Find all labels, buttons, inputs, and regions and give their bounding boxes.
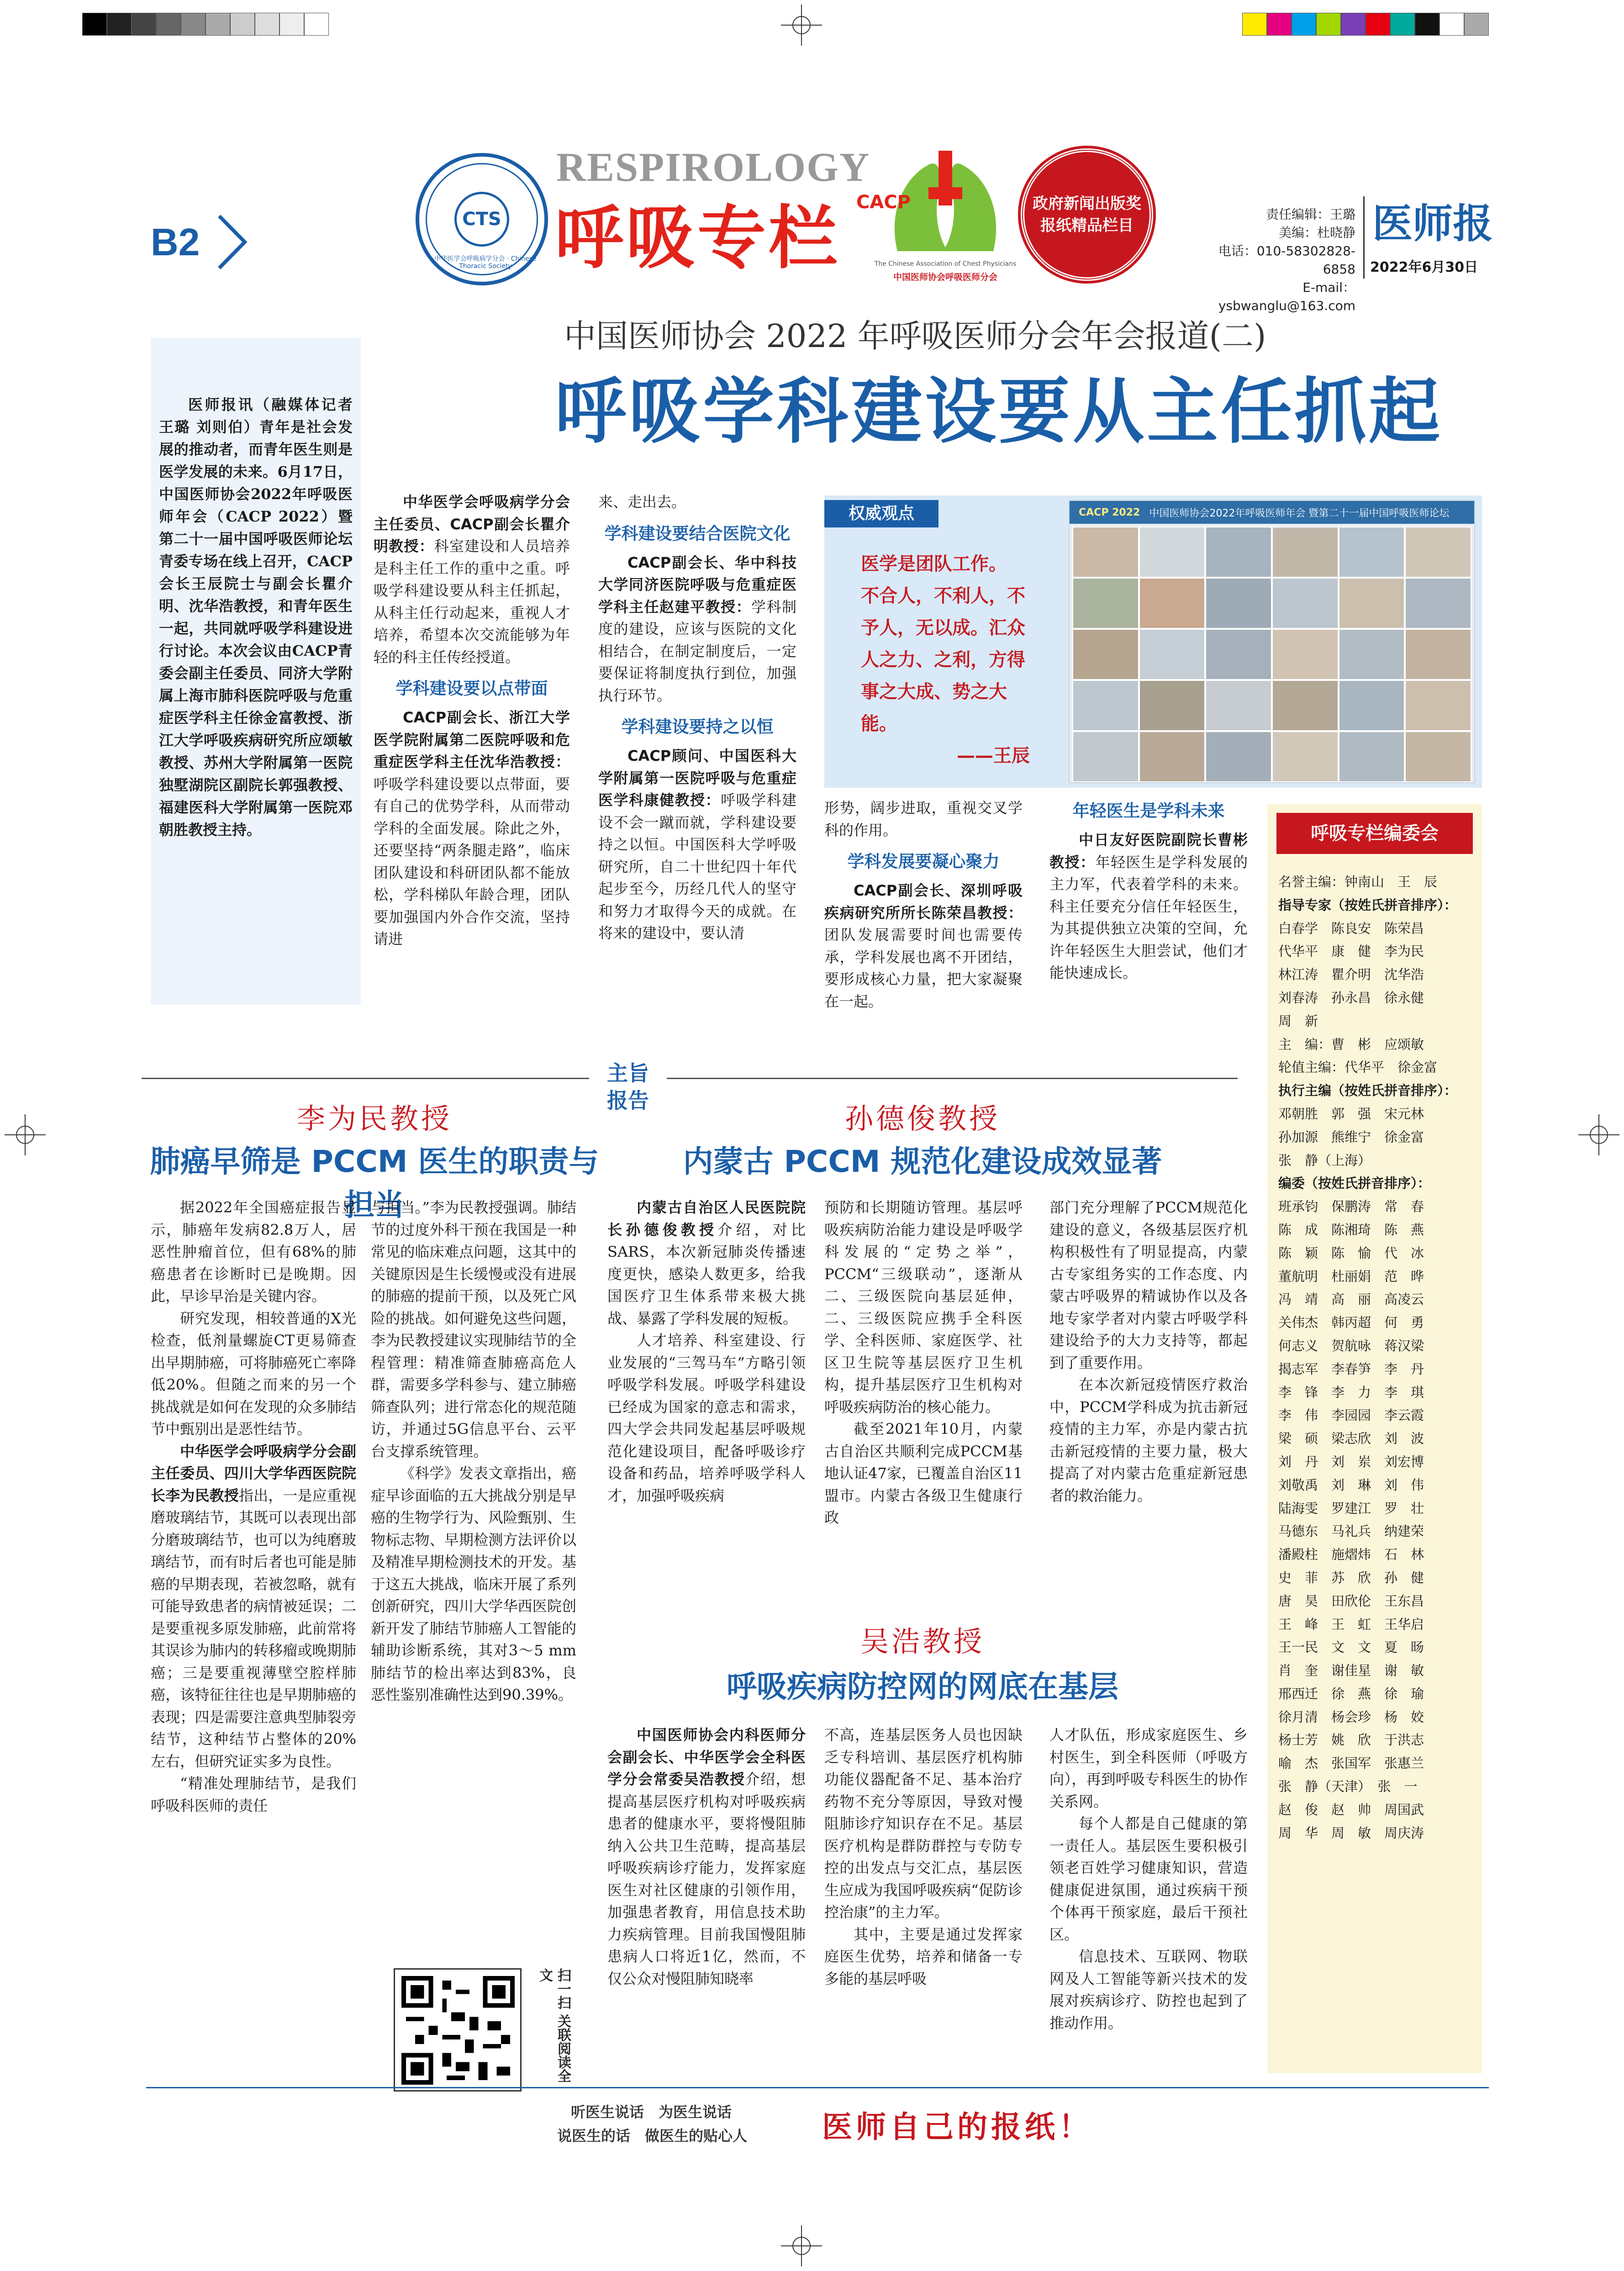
participant-tile <box>1139 629 1206 680</box>
participant-tile <box>1339 731 1405 782</box>
speaker-name: CACP顾问、中国医科大学附属第一医院呼吸与危重症医学科康健教授： <box>598 747 796 809</box>
grayscale-swatches <box>82 13 329 36</box>
article-paragraph: 人才队伍，形成家庭医生、乡村医生，到全科医师（呼吸方向），再到呼吸专科医生的协作关系网。 <box>1049 1726 1248 1810</box>
speaker-name: 中华医学会呼吸病学分会主任委员、CACP副会长瞿介明教授： <box>374 493 570 555</box>
qr-code-icon[interactable] <box>394 1968 522 2092</box>
footer-rule <box>146 2087 1489 2088</box>
video-conference-photo <box>1069 500 1475 783</box>
board-line: 轮值主编：代华平 徐金富 <box>1278 1059 1438 1075</box>
crop-mark <box>781 5 822 46</box>
board-line: 梁 硕 梁志欣 刘 波 <box>1278 1431 1424 1447</box>
participant-tile <box>1405 578 1471 629</box>
speaker-name: 中日友好医院副院长曹彬教授： <box>1049 831 1248 871</box>
article-paragraph: 不高，连基层医务人员也因缺乏专科培训、基层医疗机构肺功能仪器配备不足、基本治疗药物不充分等原因，导致对慢阻肺诊疗知识存在不足。基层医疗机构是群防群控与专防专控的出发点与交汇点，基层医生应成为我国呼吸疾病“促防诊控治康”的主力军。 <box>824 1726 1023 1921</box>
article-sun-column-2 <box>824 1196 1023 1529</box>
participant-tile <box>1272 629 1339 680</box>
qr-code-block[interactable] <box>394 1968 576 2092</box>
board-line: 王 峰 王 虹 王华启 <box>1278 1616 1424 1632</box>
editorial-board-sidebar <box>1267 804 1482 2073</box>
speaker-quote: 科室建设和人员培养是科主任工作的重中之重。呼吸学科建设要从科主任抓起，从科主任行动起来，重视人才培养，希望本次交流能够为年轻的科主任传经授道。 <box>374 537 570 666</box>
article-paragraph: 部门充分理解了PCCM规范化建设的意义，各级基层医疗机构积极性有了明显提高，内蒙古专家组务实的工作态度、内蒙古呼吸界的精诚协作以及各地专家学者对内蒙古呼吸学科建设给予的大力支持等，都起到了重要作用。 <box>1049 1199 1248 1371</box>
award-line2: 报纸精品栏目 <box>1040 216 1134 235</box>
article-paragraph: 信息技术、互联网、物联网及人工智能等新兴技术的发展对疾病诊疗、防控也起到了推动作用。 <box>1049 1948 1248 2032</box>
board-line: 张 静（天津） 张 一 <box>1278 1779 1418 1795</box>
column-name-en: RESPIROLOGY <box>556 145 870 190</box>
slogan-main: 医师自己的报纸！ <box>822 2109 1092 2145</box>
cacp-caption-en: The Chinese Association of Chest Physicians <box>874 260 1017 268</box>
board-role: 执行主编（按姓氏拼音排序）： <box>1278 1083 1457 1099</box>
board-line: 代华平 康 健 李为民 <box>1278 943 1424 959</box>
board-line: 周 新 <box>1278 1013 1318 1029</box>
board-line: 马德东 马礼兵 纳建荣 <box>1278 1523 1424 1539</box>
authority-quote-box <box>824 495 1482 788</box>
article-wu-column-1 <box>607 1724 806 1990</box>
slogan-line-2: 说医生的话 做医生的贴心人 <box>557 2127 748 2145</box>
article-paragraph: 《科学》发表文章指出，癌症早诊面临的五大挑战分别是早癌的生物学行为、风险甄别、生物标志物、早期检测方法评价以及精准早期检测技术的开发。基于这五大挑战，临床开展了系列创新研究，四川大学华西医院创新开发了肺结节肺癌人工智能的辅助诊断系统，其对3～5 mm肺结节的检出率达到83%，良恶性鉴别准确性达到90.39%。 <box>371 1465 576 1703</box>
phone-line: 电话：010-58302828-6858 <box>1218 243 1355 277</box>
participant-tile <box>1339 629 1405 680</box>
section-heading: 学科建设要结合医院文化 <box>604 523 791 543</box>
participant-tile <box>1405 680 1471 731</box>
email-line: E-mail：ysbwanglu@163.com <box>1218 280 1355 313</box>
board-line: 史 菲 苏 欣 孙 健 <box>1278 1570 1424 1586</box>
participant-tile <box>1072 680 1139 731</box>
board-line: 赵 俊 赵 帅 周国武 <box>1278 1802 1424 1818</box>
board-line: 徐月清 杨会珍 杨 姣 <box>1278 1709 1424 1725</box>
participant-tile <box>1405 629 1471 680</box>
section-heading: 学科发展要凝心聚力 <box>847 852 1000 871</box>
designer-line: 美编：杜晓静 <box>1278 225 1355 240</box>
participant-tile <box>1339 578 1405 629</box>
participant-tile <box>1205 527 1272 578</box>
sidebar-title: 呼吸专栏编委会 <box>1276 813 1473 854</box>
article-wu-column-3 <box>1049 1724 1248 2034</box>
section-divider <box>142 1078 1238 1079</box>
article-paragraph: 其中，主要是通过发挥家庭医生优势，培养和储备一专多能的基层呼吸 <box>824 1925 1023 1987</box>
article-professor: 孙德俊教授 <box>844 1102 1000 1135</box>
issue-date: 2022年6月30日 <box>1370 259 1478 275</box>
continued-text: 形势，阔步进取，重视交叉学科的作用。 <box>824 799 1023 839</box>
participant-tile <box>1072 731 1139 782</box>
board-line: 邢西迁 徐 燕 徐 瑜 <box>1278 1686 1424 1702</box>
article-paragraph: 人才培养、科室建设、行业发展的“三驾马车”方略引领呼吸学科发展。呼吸学科建设已经成为国家的意志和需求，四大学会共同发起基层呼吸规范化建设项目，配备呼吸诊疗设备和药品，培养呼吸学科人才，加强呼吸疾病 <box>607 1332 806 1504</box>
board-line: 冯 靖 高 丽 高凌云 <box>1278 1291 1424 1307</box>
board-line: 主 编：曹 彬 应颂敏 <box>1278 1036 1424 1052</box>
participant-tile <box>1205 629 1272 680</box>
section-heading: 学科建设要持之以恒 <box>621 717 774 737</box>
board-line: 邓朝胜 郭 强 宋元林 <box>1278 1106 1424 1122</box>
article-li-column-1 <box>151 1196 356 1817</box>
society-logo <box>416 153 548 285</box>
article-paragraph: 据2022年全国癌症报告显示，肺癌年发病82.8万人，居恶性肿瘤首位，但有68%的肺癌患者在诊断时已是晚期。因此，早诊早治是关键内容。 <box>151 1199 356 1305</box>
lead-intro-text: 医师报讯（融媒体记者 王璐 刘则伯）青年是社会发展的推动者，而青年医生则是医学发展的未来。6月17日，中国医师协会2022年呼吸医师年会（CACP 2022）暨第二十一届中国呼吸医师论坛青委专场在线上召开，CACP会长王辰院士与副会长瞿介明、沈华浩教授，和青年医生一起，共同就呼吸学科建设进行讨论。本次会议由CACP青委会副主任委员、同济大学附属上海市肺科医院呼吸与危重症医学科主任徐金富教授、浙江大学呼吸疾病研究所应颂敏教授、苏州大学附属第一医院独墅湖院区副院长郭强教授、福建医科大学附属第一医院邓朝胜教授主持。 <box>159 396 353 838</box>
speaker-name: 中国医师协会内科医师分会副会长、中华医学会全科医学分会常委吴浩教授 <box>607 1726 806 1788</box>
section-heading: 年轻医生是学科未来 <box>1072 801 1225 821</box>
speaker-name: 中华医学会呼吸病学分会副主任委员、四川大学华西医院院长李为民教授 <box>151 1442 356 1504</box>
lead-kicker: 中国医师协会 2022 年呼吸医师分会年会报道(二) <box>564 317 1266 355</box>
cacp-logo <box>856 146 1021 283</box>
participant-tile <box>1339 680 1405 731</box>
quote-text <box>861 548 1030 772</box>
page-number: B2 <box>151 221 200 263</box>
board-line: 揭志军 李春笋 李 丹 <box>1278 1361 1424 1377</box>
quote-line: 人之力、之利，方得 <box>861 649 1025 670</box>
photo-banner-logo: CACP 2022 <box>1079 506 1140 518</box>
quote-line: 医学是团队工作。 <box>861 553 1007 574</box>
board-line: 陆海雯 罗建江 罗 壮 <box>1278 1500 1424 1516</box>
article-paragraph: 研究发现，相较普通的X光检查，低剂量螺旋CT更易筛查出早期肺癌，可将肺癌死亡率降低20%。但随之而来的另一个挑战就是如何在发现的众多肺结节中甄别出是恶性结节。 <box>151 1309 356 1438</box>
column-name-cn: 呼吸专栏 <box>555 199 840 278</box>
board-line: 董航明 杜丽娟 范 晔 <box>1278 1268 1424 1284</box>
participant-tile <box>1205 578 1272 629</box>
speaker-quote: 年轻医生是学科发展的主力军，代表着学科的未来。科主任要充分信任年轻医生，为其提供独立决策的空间，允许年轻医生大胆尝试，他们才能快速成长。 <box>1049 853 1248 981</box>
quote-line: 予人，无以成。汇众 <box>861 617 1025 638</box>
editorial-info <box>1191 205 1355 315</box>
header-vertical-rule <box>1363 196 1365 279</box>
participant-tile <box>1339 527 1405 578</box>
board-line: 孙加源 熊维宁 徐金富 <box>1278 1129 1424 1145</box>
chevron-right-icon <box>215 212 251 274</box>
lead-intro-box <box>151 338 361 1005</box>
participant-tile <box>1139 578 1206 629</box>
speaker-quote: 呼吸学科建设要以点带面，要有自己的优势学科，从而带动学科的全面发展。除此之外，还要坚持“两条腿走路”，临床团队建设和科研团队都不能放松，学科梯队年龄合理，团队要加强国内外合作交流，坚持请进 <box>374 775 570 948</box>
speaker-name: CACP副会长、华中科技大学同济医院呼吸与危重症医学科主任赵建平教授： <box>598 553 796 616</box>
cacp-caption-cn: 中国医师协会呼吸医师分会 <box>893 272 997 282</box>
board-line: 刘 丹 刘 岽 刘宏博 <box>1278 1454 1424 1470</box>
speaker-name: CACP副会长、浙江大学医学院附属第二医院呼吸和危重症医学科主任沈华浩教授： <box>374 709 570 770</box>
participant-tile <box>1405 731 1471 782</box>
article-paragraph: 指出，一是应重视磨玻璃结节，其既可以表现出部分磨玻璃结节，也可以为纯磨玻璃结节，而有时后者也可能是肺癌的早期表现，若被忽略，就有可能导致患者的病情被延误；二是要重视多原发肺癌，此前常将其误诊为肺内的转移瘤或晚期肺癌；三是要重视薄壁空腔样肺癌，该特征往往也是早期肺癌的表现；四是需要注意典型肺裂旁结节，这种结节占整体的20%左右，但研究证实多为良性。 <box>151 1486 356 1770</box>
participant-tile <box>1139 527 1206 578</box>
article-title: 内蒙古 PCCM 规范化建设成效显著 <box>683 1144 1162 1179</box>
speaker-quote: 学科制度的建设，应该与医院的文化相结合，在制定制度后，一定要保证将制度执行到位，加强执行环节。 <box>598 598 796 704</box>
cacp-logo-text: CACP <box>856 192 911 213</box>
article-professor: 吴浩教授 <box>860 1625 985 1658</box>
page-header <box>0 119 1624 313</box>
board-line: 张 静（上海） <box>1278 1152 1371 1168</box>
crop-mark <box>781 2225 822 2266</box>
crop-mark <box>5 1114 46 1155</box>
board-line: 周 华 周 敏 周庆涛 <box>1278 1825 1424 1841</box>
board-line: 李 伟 李园园 李云霞 <box>1278 1407 1424 1423</box>
speaker-name: CACP副会长、深圳呼吸疾病研究所所长陈荣昌教授： <box>824 882 1023 922</box>
masthead-logo: 医师报 <box>1372 200 1493 247</box>
board-line: 陈 颖 陈 愉 代 冰 <box>1278 1245 1424 1261</box>
lead-column-3 <box>598 491 796 944</box>
participant-tile <box>1205 680 1272 731</box>
participant-tile <box>1072 629 1139 680</box>
board-line: 林江涛 瞿介明 沈华浩 <box>1278 967 1424 983</box>
lead-title: 呼吸学科建设要从主任抓起 <box>555 370 1443 453</box>
participant-tile <box>1272 680 1339 731</box>
board-line: 何志义 贺航咏 蒋汉梁 <box>1278 1338 1424 1354</box>
board-line: 潘殿柱 施熠炜 石 林 <box>1278 1547 1424 1563</box>
qr-caption: 扫一扫 关联阅读全文 <box>537 1968 571 2083</box>
slogan-line-1: 听医生说话 为医生说话 <box>571 2103 732 2121</box>
section-heading: 学科建设要以点带面 <box>395 679 548 698</box>
board-line: 关伟杰 韩丙超 何 勇 <box>1278 1315 1424 1331</box>
board-line: 刘春涛 孙永昌 徐永健 <box>1278 990 1424 1006</box>
board-line: 刘敬禹 刘 琳 刘 伟 <box>1278 1477 1424 1493</box>
article-paragraph: “精准处理肺结节，是我们呼吸科医师的责任 <box>151 1775 356 1814</box>
footer-slogan <box>557 2101 1137 2155</box>
quote-tag: 权威观点 <box>824 500 939 527</box>
speaker-name: 内蒙古自治区人民医院院长孙德俊教授 <box>607 1199 806 1238</box>
board-line: 杨士芳 姚 欣 于洪志 <box>1278 1732 1424 1748</box>
board-line: 喻 杰 张国军 张惠兰 <box>1278 1755 1424 1771</box>
lead-column-5 <box>1049 797 1248 984</box>
participant-tile <box>1072 527 1139 578</box>
article-li-column-2 <box>371 1196 576 1706</box>
quote-line: 事之大成、势之大能。 <box>861 681 1007 734</box>
participant-tile <box>1272 578 1339 629</box>
board-line: 王一民 文 文 夏 旸 <box>1278 1639 1424 1655</box>
award-line1: 政府新闻出版奖 <box>1033 195 1141 213</box>
article-paragraph: 与担当。”李为民教授强调。肺结节的过度外科干预在我国是一种常见的临床难点问题，这其中的关键原因是生长缓慢或没有进展的肺癌的提前干预，以及死亡风险的挑战。如何避免这些问题，李为民教授建议实现肺结节的全程管理：精准筛查肺癌高危人群，需要多学科参与、建立肺癌筛查队列；进行常态化的规范随访，并通过5G信息平台、云平台支撑系统管理。 <box>371 1199 576 1460</box>
participant-tile <box>1272 731 1339 782</box>
speaker-quote: 呼吸学科建设不会一蹴而就，学科建设要持之以恒。中国医科大学呼吸研究所，自二十世纪四十年代起步至今，历经几代人的坚守和努力才取得今天的成就。在将来的建设中，要认清 <box>598 791 796 942</box>
article-wu-column-2 <box>824 1724 1023 1990</box>
board-line: 陈 成 陈湘琦 陈 燕 <box>1278 1222 1424 1238</box>
award-badge <box>1021 148 1153 281</box>
board-line: 肖 奎 谢佳星 谢 敏 <box>1278 1663 1424 1679</box>
article-paragraph: 介绍，想提高基层医疗机构对呼吸疾病患者的健康水平，要将慢阻肺纳入公共卫生范畴，提高基层呼吸疾病诊疗能力，发挥家庭医生对社区健康的引领作用，加强患者教育，用信息技术助力疾病管理。目前我国慢阻肺患病人口将近1亿，然而，不仅公众对慢阻肺知晓率 <box>607 1770 806 1987</box>
article-title: 肺癌早筛是 PCCM 医生的职责与担当 <box>150 1144 599 1222</box>
board-line: 李 锋 李 力 李 琪 <box>1278 1384 1424 1400</box>
article-paragraph: 每个人都是自己健康的第一责任人。基层医生要积极引领老百姓学习健康知识，营造健康促进氛围，通过疾病干预个体再干预家庭，最后干预社区。 <box>1049 1815 1248 1943</box>
board-role: 编委（按姓氏拼音排序）： <box>1278 1175 1431 1191</box>
society-logo-text: CTS <box>462 209 501 230</box>
lead-column-4 <box>824 797 1023 1012</box>
participant-tile <box>1139 680 1206 731</box>
article-paragraph: 介绍，对比SARS，本次新冠肺炎传播速度更快，感染人数更多，给我国医疗卫生体系带来极大挑战、暴露了学科发展的短板。 <box>607 1221 806 1327</box>
article-paragraph: 预防和长期随访管理。基层呼吸疾病防治能力建设是呼吸学科发展的“定势之举”，PCCM“三级联动”，逐渐从二、三级医院向基层延伸，二、三级医院应携手全科医学、全科医师、家庭医学、社区卫生院等基层医疗卫生机构，提升基层医疗卫生机构对呼吸疾病防治的核心能力。 <box>824 1199 1023 1416</box>
board-line: 名誉主编：钟南山 王 辰 <box>1278 874 1438 890</box>
color-swatches <box>1242 13 1489 36</box>
participant-tile <box>1272 527 1339 578</box>
lead-column-2 <box>374 491 570 950</box>
speaker-quote: 团队发展需要时间也需要传承，学科发展也离不开团结，要形成核心力量，把大家凝聚在一起。 <box>824 926 1023 1010</box>
article-title: 呼吸疾病防控网的网底在基层 <box>727 1669 1118 1704</box>
article-sun-column-1 <box>607 1196 806 1507</box>
board-line: 白春学 陈良安 陈荣昌 <box>1278 920 1424 936</box>
board-role: 指导专家（按姓氏拼音排序）： <box>1278 897 1457 913</box>
sidebar-list <box>1267 854 1482 1844</box>
article-sun-column-3 <box>1049 1196 1248 1507</box>
society-logo-ring-text: 中华医学会呼吸病学分会 · Chinese Thoracic Society <box>434 255 537 270</box>
quote-line: 不合人，不利人，不 <box>861 585 1025 606</box>
participant-tile <box>1072 578 1139 629</box>
crop-mark <box>1578 1114 1619 1155</box>
participant-tile <box>1139 731 1206 782</box>
article-paragraph: 截至2021年10月，内蒙古自治区共顺利完成PCCM基地认证47家，已覆盖自治区11盟市。内蒙古各级卫生健康行政 <box>824 1420 1023 1526</box>
participant-tile <box>1205 731 1272 782</box>
article-professor: 李为民教授 <box>296 1102 452 1135</box>
photo-banner <box>1070 501 1474 524</box>
editor-line: 责任编辑：王璐 <box>1265 207 1355 222</box>
participant-tile <box>1405 527 1471 578</box>
board-line: 班承钧 保鹏涛 常 春 <box>1278 1199 1424 1215</box>
participant-grid <box>1070 524 1474 783</box>
photo-banner-text: 中国医师协会2022年呼吸医师年会 暨第二十一届中国呼吸医师论坛 <box>1149 507 1450 519</box>
board-line: 唐 昊 田欣伦 王东昌 <box>1278 1593 1424 1609</box>
article-paragraph: 在本次新冠疫情医疗救治中，PCCM学科成为抗击新冠疫情的主力军，亦是内蒙古抗击新冠疫情的主要力量，极大提高了对内蒙古危重症新冠患者的救治能力。 <box>1049 1376 1248 1504</box>
continued-text: 来、走出去。 <box>598 493 686 511</box>
quote-attribution: ——王辰 <box>957 745 1030 766</box>
theme-label-text: 主旨报告 <box>607 1061 649 1113</box>
